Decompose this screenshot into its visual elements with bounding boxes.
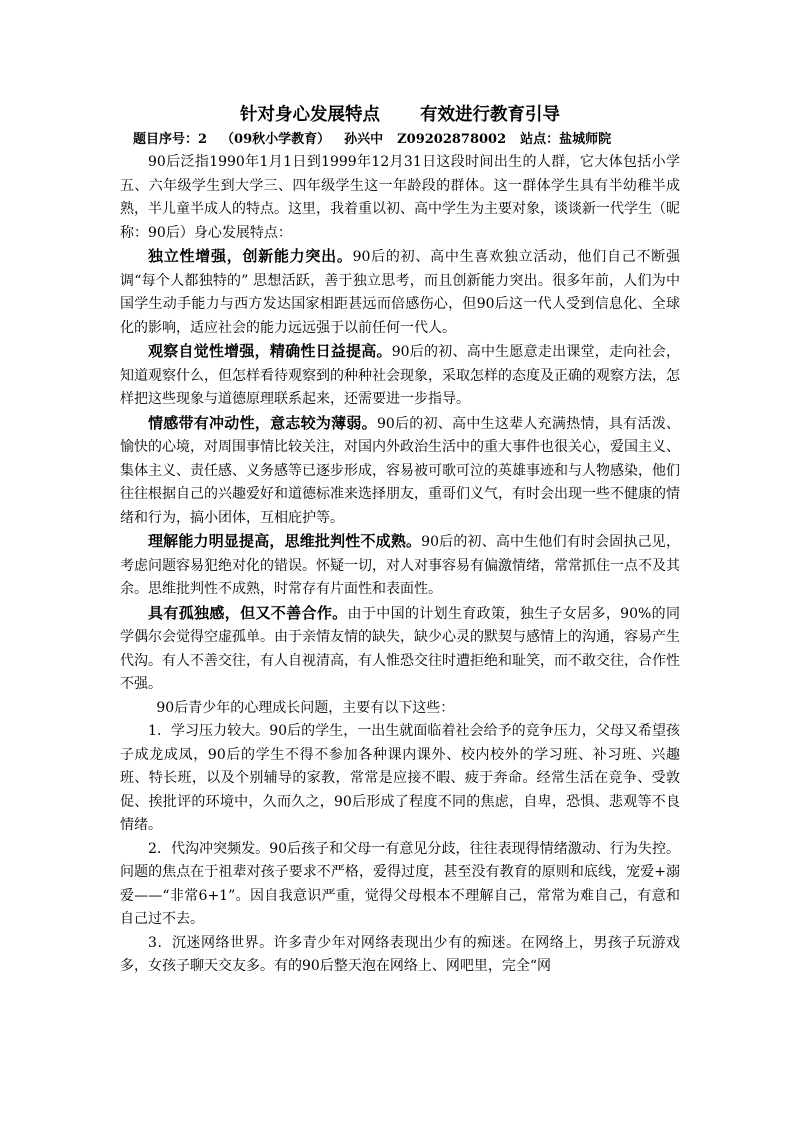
topic-number: 题目序号：2 — [133, 132, 208, 147]
trait-heading: 情感带有冲动性，意志较为薄弱。 — [148, 413, 377, 432]
trait-heading: 具有孤独感，但又不善合作。 — [148, 603, 348, 622]
trait-heading: 观察自觉性增强，精确性日益提高。 — [148, 342, 392, 360]
class-name: （09秋小学教育） — [221, 132, 331, 147]
problem-item: 1．学习压力较大。90后的学生，一出生就面临着社会给予的竞争压力，父母又希望孩子成龙成凤，90后的学生不得不参加各种课内课外、校内校外的学习班、补习班、兴趣班、特长班，以及个别辅导的家教，常常是应接不暇、疲于奔命。经常生活在竞争、受敦促、挨批评的环境中，久而久之，90后形成了程度不同的焦虑，自卑，恐惧、悲观等不良情绪。 — [120, 723, 680, 833]
title-right: 有效进行教育引导 — [420, 105, 560, 125]
site-name: 站点：盐城师院 — [520, 132, 612, 147]
trait-paragraph — [120, 412, 680, 531]
trait-paragraph — [120, 602, 680, 697]
problem-item: 2．代沟冲突频发。90后孩子和父母一有意见分歧，往往表现得情绪激动、行为失控。问题的焦点在于祖辈对孩子要求不严格，爱得过度，甚至没有教育的原则和底线，宠爱+溺爱——“非常6+1”。因自我意识严重，觉得父母根本不理解自己，常常为难自己，有意和自己过不去。 — [120, 840, 680, 927]
student-id: Z09202878002 — [397, 132, 507, 147]
trait-paragraph — [120, 245, 680, 340]
document-body — [120, 101, 680, 979]
title-left: 针对身心发展特点 — [240, 105, 380, 125]
trait-body: 90后的初、高中生喜欢独立活动，他们自己不断强调“每个人都独特的” 思想活跃，善于独立思考，而且创新能力突出。很多年前，人们为中国学生动手能力与西方发达国家相距甚远而倍感伤心，但90后这一代人受到信息化、全球化的影响，适应社会的能力远远强于以前任何一代人。 — [120, 249, 680, 336]
problem-item: 3．沉迷网络世界。许多青少年对网络表现出少有的痴迷。在网络上，男孩子玩游戏多，女孩子聊天交友多。有的90后整天泡在网络上、网吧里，完全“网 — [120, 934, 680, 974]
trait-heading: 理解能力明显提高，思维批判性不成熟。 — [148, 532, 422, 550]
trait-heading: 独立性增强，创新能力突出。 — [148, 247, 353, 265]
trait-paragraph — [120, 340, 680, 412]
trait-paragraph — [120, 530, 680, 602]
trait-body: 90后的初、高中生这辈人充满热情，具有活泼、愉快的心境，对周围事情比较关注，对国内外政治生活中的重大事件也很关心，爱国主义、集体主义、责任感、义务感等已逐步形成，容易被可歌可泣的英雄事迹和与人物感染，他们往往根据自己的兴趣爱好和道德标准来选择朋友，重哥们义气，有时会出现一些不健康的情绪和行为，搞小团体，互相庇护等。 — [120, 415, 680, 526]
meta-line — [133, 129, 680, 151]
page-title — [120, 101, 680, 129]
intro-paragraph: 90后泛指1990年1月1日到1999年12月31日这段时间出生的人群，它大体包括小学五、六年级学生到大学三、四年级学生这一年龄段的群体。这一群体学生具有半幼稚半成熟，半儿童半成人的特点。这里，我着重以初、高中学生为主要对象，谈谈新一代学生（昵称：90后）身心发展特点： — [120, 154, 680, 241]
trait-body: 90后的初、高中生愿意走出课堂，走向社会，知道观察什么，但怎样看待观察到的种种社会现象，采取怎样的态度及正确的观察方法，怎样把这些现象与道德原理联系起来，还需要进一步指导。 — [120, 344, 680, 407]
trait-body: 由于中国的计划生育政策，独生子女居多，90%的同学偶尔会觉得空虚孤单。由于亲情友情的缺失，缺少心灵的默契与感情上的沟通，容易产生代沟。有人不善交往，有人自视清高，有人惟恐交往时遭拒绝和耻笑，而不敢交往，合作性不强。 — [120, 605, 680, 692]
trait-body: 90后的初、高中生他们有时会固执己见，考虑问题容易犯绝对化的错误。怀疑一切，对人对事容易有偏激情绪，常常抓住一点不及其余。思维批判性不成熟，时常存有片面性和表面性。 — [120, 534, 680, 597]
problems-intro: 90后青少年的心理成长问题，主要有以下这些： — [156, 699, 455, 716]
author-name: 孙兴中 — [344, 132, 384, 147]
